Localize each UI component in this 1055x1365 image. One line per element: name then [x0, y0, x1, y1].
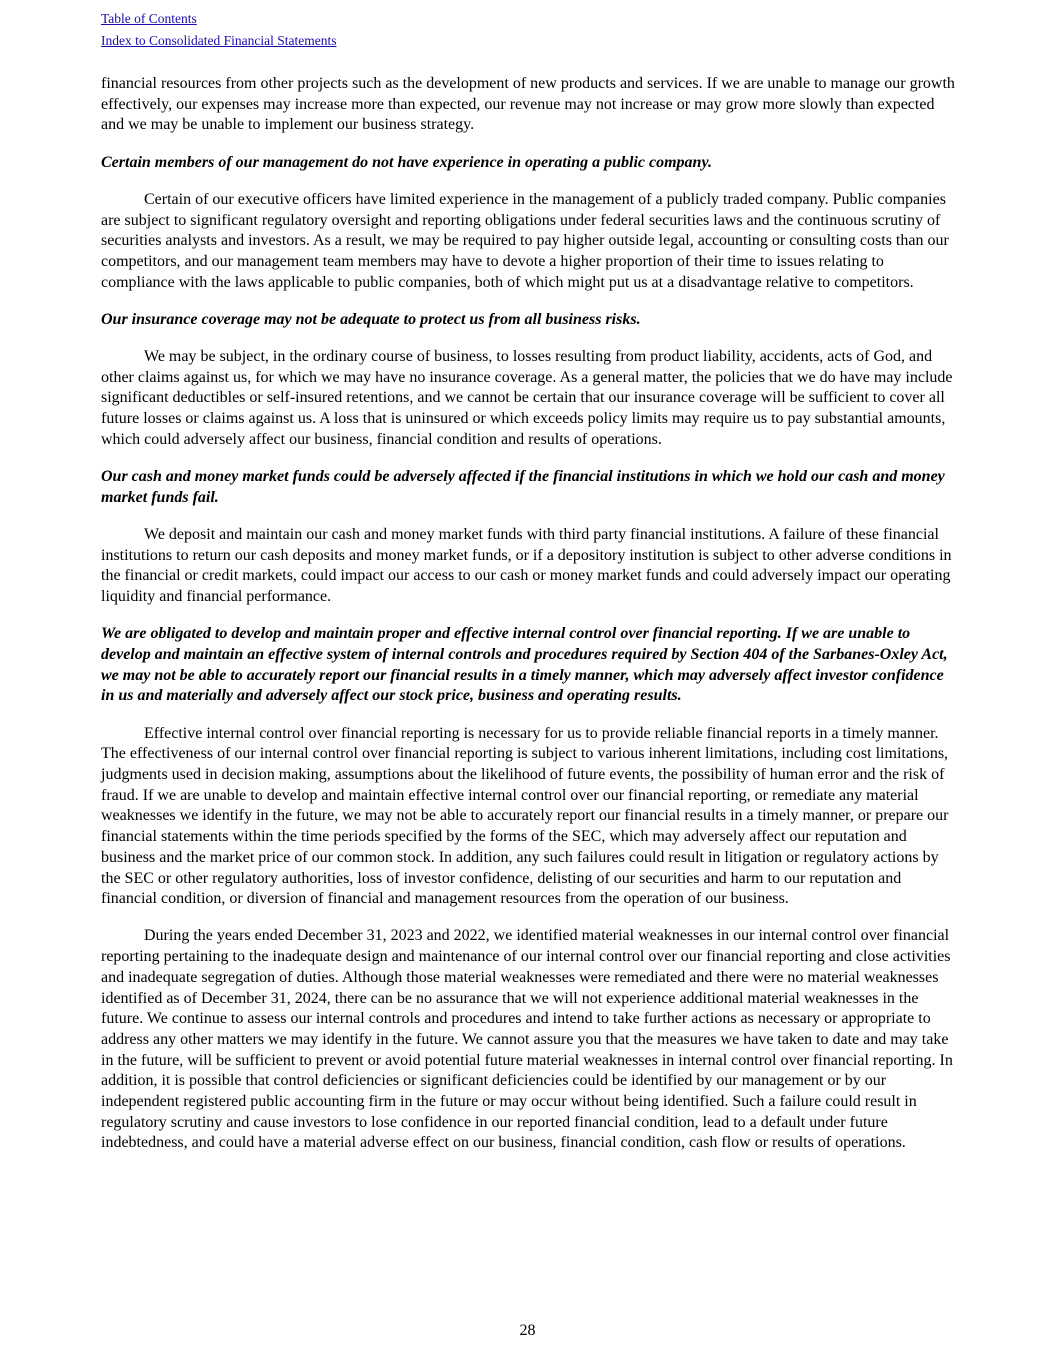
insurance-risk-heading: Our insurance coverage may not be adequate to protect us from all business risks.: [101, 310, 641, 328]
top-navigation: [101, 8, 336, 52]
internal-control-paragraph-2: During the years ended December 31, 2023 and 2022, we identified material weaknesses in our internal control over financial reporting pertaining to the inadequate design and maintenance of our internal control over our financial reporting and close activities and inadequate segregation of duties. Although those material weaknesses were remediated and there were no material weaknesses identified as of December 31, 2024, there can be no assurance that we will not experience additional material weaknesses in the future. We continue to assess our internal controls and procedures and intend to take further actions as necessary or appropriate to address any other matters we may identify in the future. We cannot assure you that the measures we have taken to date and may take in the future, will be sufficient to prevent or avoid potential future material weaknesses in internal control over financial reporting. In addition, it is possible that control deficiencies or significant deficiencies could be identified by our management or by our independent registered public accounting firm in the future or may occur without being identified. Such a failure could result in regulatory scrutiny and cause investors to lose confidence in our reported financial condition, lead to a default under future indebtedness, and could have a material adverse effect on our business, financial condition, cash flow or results of operations.: [101, 927, 953, 1152]
internal-control-risk-heading: We are obligated to develop and maintain proper and effective internal control over financial reporting. If we are unable to develop and maintain an effective system of internal controls and procedures required by Section 404 of the Sarbanes-Oxley Act, we may not be able to accurately report our financial results in a timely manner, which may adversely affect investor confidence in us and materially and adversely affect our stock price, business and operating results.: [101, 625, 948, 705]
page-number: 28: [519, 1322, 536, 1339]
cash-funds-risk-paragraph: We deposit and maintain our cash and money market funds with third party financial institutions. A failure of these financial institutions to return our cash deposits and money market funds, or if a depository institution is subject to other adverse conditions in the financial or credit markets, could impact our access to our cash or money market funds and could adversely impact our operating liquidity and financial performance.: [101, 525, 952, 606]
insurance-risk-paragraph: We may be subject, in the ordinary course of business, to losses resulting from product liability, accidents, acts of God, and other claims against us, for which we may have no insurance coverage. As a general matter, the policies that we do have may include significant deductibles or self-insured retentions, and we cannot be certain that our insurance coverage will be sufficient to cover all future losses or claims against us. A loss that is uninsured or which exceeds policy limits may require us to pay substantial amounts, which could adversely affect our business, financial condition and results of operations.: [101, 348, 953, 448]
intro-paragraph: financial resources from other projects such as the development of new products and services. If we are unable to manage our growth effectively, our expenses may increase more than expected, our revenue may not increase or may grow more slowly than expected and we may be unable to implement our business strategy.: [101, 75, 955, 134]
cash-funds-risk-heading: Our cash and money market funds could be adversely affected if the financial institutions in which we hold our cash and money market funds fail.: [101, 468, 945, 506]
management-risk-paragraph: Certain of our executive officers have limited experience in the management of a publicly traded company. Public companies are subject to significant regulatory oversight and reporting obligations under federal securities laws and the continuous scrutiny of securities analysts and investors. As a result, we may be required to pay higher outside legal, accounting or consulting costs than our competitors, and our management team members may have to devote a higher proportion of their time to issues relating to compliance with the laws applicable to public companies, both of which might put us at a disadvantage relative to competitors.: [101, 190, 949, 291]
management-risk-heading: Certain members of our management do not have experience in operating a public company.: [101, 153, 712, 171]
internal-control-paragraph-1: Effective internal control over financial reporting is necessary for us to provide reliable financial reports in a timely manner. The effectiveness of our internal control over financial reporting is subject to various inherent limitations, including cost limitations, judgments used in decision making, assumptions about the likelihood of future events, the possibility of human error and the risk of fraud. If we are unable to develop and maintain effective internal control over our financial reporting, or remediate any material weaknesses we identify in the future, we may not be able to accurately report our financial results in a timely manner, or prepare our financial statements within the time periods specified by the forms of the SEC, which may adversely affect our reputation and business and the market price of our common stock. In addition, any such failures could result in litigation or regulatory actions by the SEC or other regulatory authorities, loss of investor confidence, delisting of our securities and harm to our reputation and financial condition, or diversion of financial and management resources from the operation of our business.: [101, 724, 949, 908]
table-of-contents-link[interactable]: Table of Contents: [101, 11, 197, 26]
document-body: [101, 74, 959, 1171]
index-financial-statements-link[interactable]: Index to Consolidated Financial Statements: [101, 33, 337, 48]
